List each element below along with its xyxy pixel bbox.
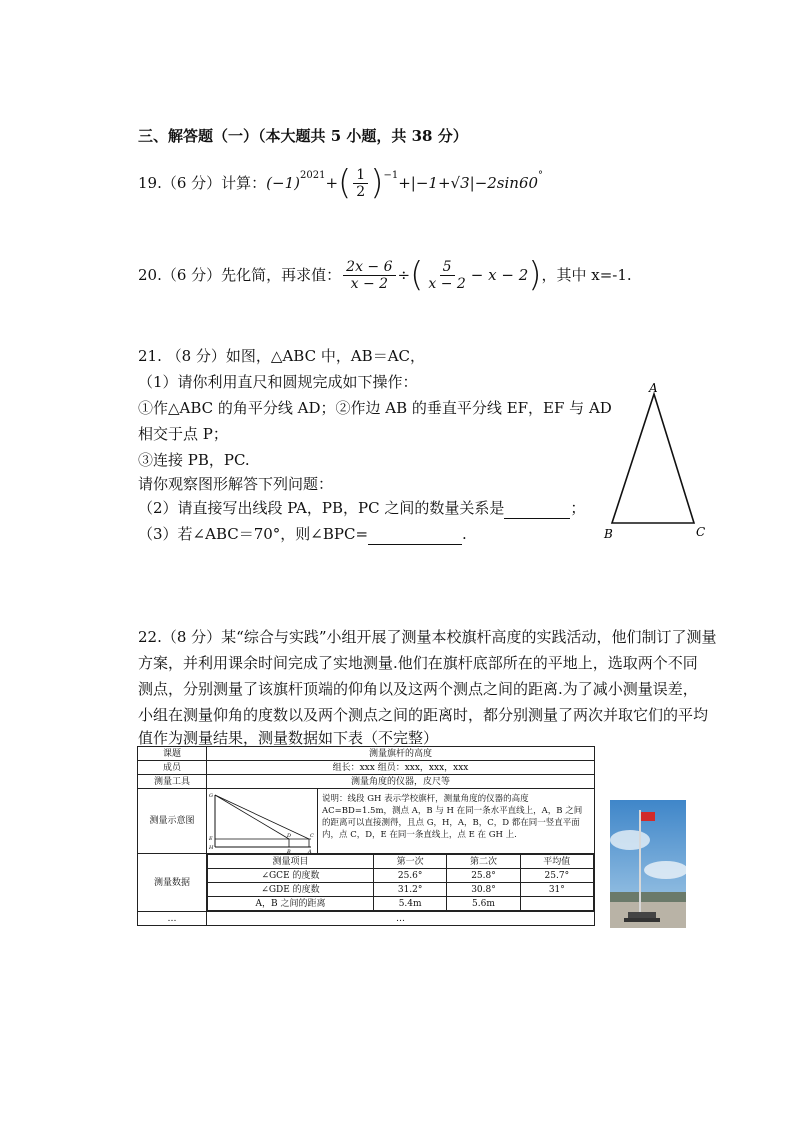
table-row-ellipsis [138,912,595,926]
q19-right-paren: ) [370,163,384,203]
q20-div: ÷ [397,266,411,284]
diag-label-b: B [287,849,291,853]
members-value: 组长：xxx 组员：xxx，xxx，xxx [207,761,595,775]
header-second: 第二次 [447,855,520,869]
q22-line-1: 22.（8 分）某“综合与实践”小组开展了测量本校旗杆高度的实践活动，他们制订了测量 [138,628,717,646]
topic-label: 课题 [138,747,207,761]
q21-line-3: ①作△ABC 的角平分线 AD；②作边 AB 的垂直平分线 EF，EF 与 AD [138,399,612,417]
q19-number: 19.（6 分）计算： [138,174,267,192]
data-cell: 5.6m [447,897,520,911]
diag-label-a: A [308,849,312,853]
vertex-label-b: B [604,527,613,541]
diag-label-h: H [209,845,214,851]
q21-answer-blank-1[interactable] [504,498,570,519]
q19-exp2: −1 [383,170,399,181]
members-label: 成员 [138,761,207,775]
q19-deg: ° [538,170,544,181]
diag-label-c: C [310,833,314,839]
data-cell: 5.4m [373,897,446,911]
question-19 [138,163,544,203]
q19-base: (−1) [266,174,300,192]
q20-fraction-1 [343,259,395,292]
q21-line-8-end: . [462,525,467,543]
q21-line-6: 请你观察图形解答下列问题： [138,475,334,493]
ellipsis-value: … [207,912,595,926]
table-row [208,883,594,897]
q21-line-2: （1）请你利用直尺和圆规完成如下操作： [138,373,418,391]
q20-tail: − x − 2 [470,266,529,284]
q20-fraction-2 [425,259,468,292]
q20-prefix: 20.（6 分）先化简，再求值： [138,266,342,284]
q22-line-4: 小组在测量仰角的度数以及两个测点之间的距离时，都分别测量了两次并取它们的平均 [138,706,709,724]
tools-label: 测量工具 [138,775,207,789]
q20-f2-num: 5 [440,259,455,276]
data-header-row [208,855,594,869]
q20-f2-den: x − 2 [428,275,466,292]
flagpole-photo [610,800,686,928]
data-cell: ∠GCE 的度数 [208,869,374,883]
table-row [208,869,594,883]
q19-frac-den: 2 [356,183,366,200]
q19-plus: + [325,174,339,192]
q21-line-1: 21. （8 分）如图，△ABC 中，AB＝AC， [138,347,426,365]
diagram-label: 测量示意图 [138,789,207,854]
header-average: 平均值 [520,855,593,869]
data-cell: 25.6° [373,869,446,883]
q19-abs-part: +|−1+√3|−2sin60 [398,174,539,192]
q19-exp1: 2021 [300,170,326,181]
q19-left-paren: ( [338,163,352,203]
data-cell: A，B 之间的距离 [208,897,374,911]
data-cell: 31.2° [373,883,446,897]
q21-line-4: 相交于点 P； [138,425,228,443]
q22-line-5: 值作为测量结果，测量数据如下表（不完整） [138,729,439,747]
tools-value: 测量角度的仪器，皮尺等 [207,775,595,789]
q21-line-5: ③连接 PB，PC. [138,451,250,469]
diag-label-e: E [209,836,213,842]
data-cell: 25.7° [520,869,593,883]
q20-right-paren: ) [528,255,542,295]
q20-suffix: ，其中 x=-1. [541,266,632,284]
data-subtable [207,854,594,911]
measurement-diagram [207,789,318,853]
data-cell: 31° [520,883,593,897]
q21-line-8 [138,524,467,545]
table-row [208,897,594,911]
q20-f1-num: 2x − 6 [343,259,395,276]
section-title: 三、解答题（一）（本大题共 5 小题，共 38 分） [138,127,468,145]
data-cell: 25.8° [447,869,520,883]
q22-line-2: 方案，并利用课余时间完成了实地测量.他们在旗杆底部所在的平地上，选取两个不同 [138,654,698,672]
q21-line-7-end: ； [570,499,586,517]
diag-label-g: G [209,793,213,799]
q21-line-7 [138,498,585,519]
table-row-tools [138,775,595,789]
data-label: 测量数据 [138,854,207,912]
q20-f1-den: x − 2 [350,275,389,292]
table-row-members [138,761,595,775]
flag [641,812,655,821]
ellipsis-label: … [138,912,207,926]
table-row-topic [138,747,595,761]
question-20 [138,255,632,295]
topic-value: 测量旗杆的高度 [207,747,595,761]
diag-label-d: D [287,833,292,839]
data-cell [520,897,593,911]
q21-answer-blank-2[interactable] [368,524,462,545]
vertex-label-c: C [696,525,706,539]
data-cell: 30.8° [447,883,520,897]
triangle-abc-figure [600,380,720,545]
header-first: 第一次 [373,855,446,869]
q20-left-paren: ( [410,255,424,295]
measurement-table [137,746,595,926]
table-row-data [138,854,595,912]
q22-line-3: 测点，分别测量了该旗杆顶端的仰角以及这两个测点之间的距离.为了减小测量误差， [138,680,698,698]
header-item: 测量项目 [208,855,374,869]
q21-line-8-text: （3）若∠ABC＝70°，则∠BPC= [138,525,369,543]
q21-line-7-text: （2）请直接写出线段 PA，PB，PC 之间的数量关系是 [138,499,505,517]
triangle-abc [612,394,694,523]
q19-fraction [353,167,368,200]
vertex-label-a: A [649,381,658,395]
table-row-diagram [138,789,595,854]
diagram-description: 说明：线段 GH 表示学校旗杆，测量角度的仪器的高度 AC=BD=1.5m，测点 A，B 与 H 在同一条水平直线上，A，B 之间的距离可以直接测得，且点 G，H，A，B，C，D 都在同一竖直平面内，点 C，D，E 在同一条直线上，点 E 在 GH 上. [322,794,583,840]
q19-frac-num: 1 [353,167,368,184]
data-cell: ∠GDE 的度数 [208,883,374,897]
